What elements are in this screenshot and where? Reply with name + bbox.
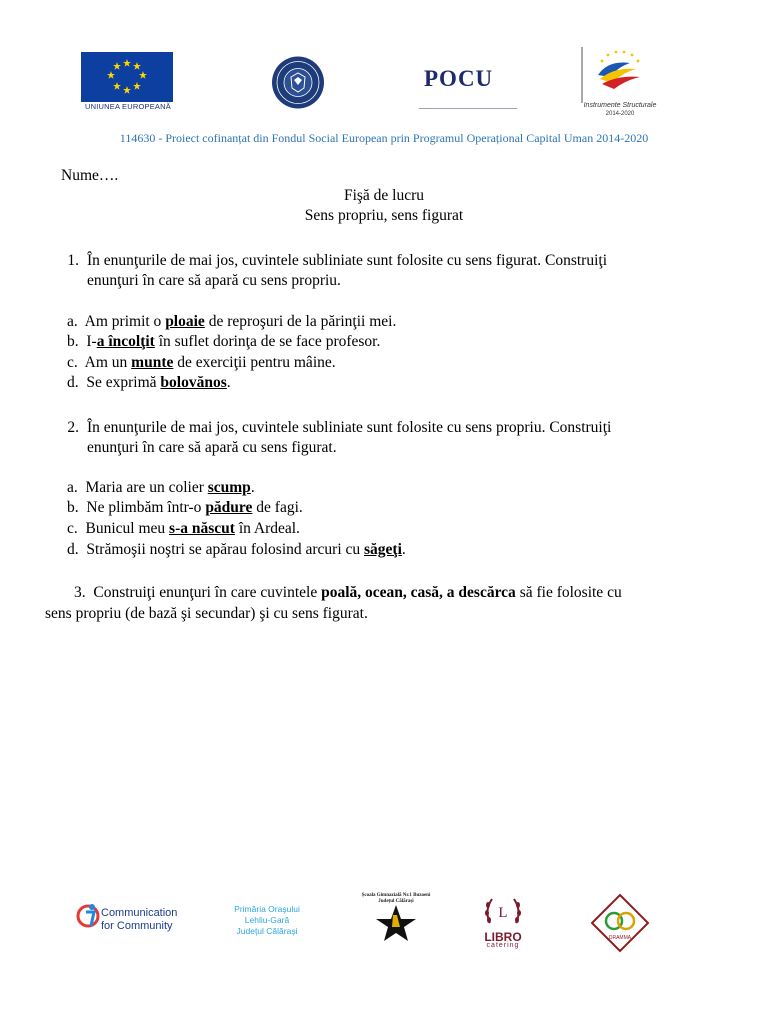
libro-name: LIBRO [484,930,522,944]
primaria-line3: Judeţul Călăraşi [236,926,298,936]
primaria-line1: Primăria Oraşului [234,904,300,914]
libro-sub: catering [486,942,520,949]
worksheet-subtitle: Sens propriu, sens figurat [304,207,464,224]
exercise-2-instruction-line1: În enunţurile de mai jos, cuvintele subliniate sunt folosite cu sens propriu. Construiţi [87,419,612,436]
instrumente-structurale-caption: Instrumente Structurale [583,102,657,109]
school-name: Școala Gimnazială Nr.1 Buzoeni Județul Călărași [361,893,431,904]
exercise-1-item-d: d. Se exprimă bolovănos. [67,374,231,391]
underlined-word: săgeţi [364,541,402,558]
underlined-word: scump [207,479,251,496]
libro-letter: L [498,905,508,921]
exercise-1-instruction-line2: enunţuri în care să apară cu sens propriu. [87,272,341,289]
pocu-underline [419,108,517,109]
underlined-word: pădure [205,499,253,516]
exercise-1-item-c: c. Am un munte de exerciţii pentru mâine. [67,354,336,371]
c4c-line1: Communication [101,907,178,919]
bold-words: poală, ocean, casă, a descărca [321,584,516,601]
exercise-2-item-b: b. Ne plimbăm într-o pădure de fagi. [67,499,303,516]
underlined-word: a încolţit [96,333,155,350]
government-seal-logo [264,55,332,110]
exercise-3-line1: 3. Construiţi enunţuri în care cuvintele poală, ocean, casă, a descărca să fie folosite cu [74,584,622,601]
exercise-1-item-a: a. Am primit o ploaie de reproşuri de la părinţii mei. [67,313,397,330]
exercise-1-item-b: b. I-a încolţit în suflet dorinţa de se face profesor. [67,333,381,350]
primaria-line2: Lehliu-Gară [244,915,290,925]
exercise-2-item-c: c. Bunicul meu s-a născut în Ardeal. [67,520,300,537]
underlined-word: bolovănos [160,374,227,391]
exercise-3-line2: sens propriu (de bază şi secundar) şi cu sens figurat. [45,605,368,622]
dramma-text: DRAMMA [608,935,632,941]
underlined-word: munte [131,354,174,371]
dramma-logo [590,893,650,953]
eu-caption: UNIUNEA EUROPEANĂ [85,102,171,111]
underlined-word: s-a născut [169,520,235,537]
exercise-1-number: 1. [67,252,79,269]
instrumente-structurale-years: 2014-2020 [605,111,635,117]
underlined-word: ploaie [165,313,205,330]
worksheet-title: Fişă de lucru [343,187,425,204]
name-field-label: Nume…. [61,167,119,184]
exercise-2-item-d: d. Strămoşii noştri se apărau folosind arcuri cu săgeţi. [67,541,406,558]
pocu-logo-text: POCU [424,66,494,91]
exercise-2-item-a: a. Maria are un colier scump. [67,479,255,496]
exercise-2-instruction-line2: enunţuri în care să apară cu sens figurat. [87,439,337,456]
exercise-2-number: 2. [67,419,79,436]
exercise-1-instruction-line1: În enunţurile de mai jos, cuvintele subliniate sunt folosite cu sens figurat. Construiţi [87,252,608,269]
c4c-line2: for Community [101,920,173,932]
eu-flag-logo [81,52,173,102]
primaria-lehliu-logo [212,904,322,937]
project-funding-line: 114630 - Proiect cofinanțat din Fondul Social European prin Programul Operațional Capital Uman 2014-2020 [119,131,649,145]
